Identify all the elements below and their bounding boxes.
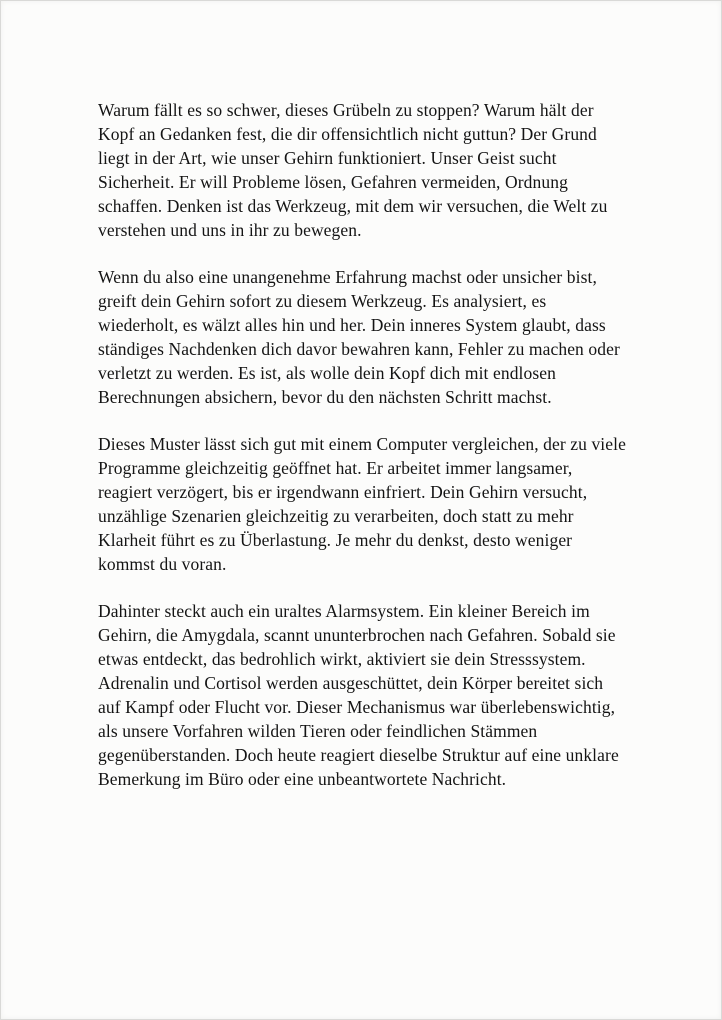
paragraph-2: Wenn du also eine unangenehme Erfahrung machst oder unsicher bist, greift dein Gehirn sofort zu diesem Werkzeug. Es analysiert, es wiederholt, es wälzt alles hin und her. Dein inneres System glaubt, dass ständiges Nachdenken dich davor bewahren kann, Fehler zu machen oder verletzt zu werden. Es ist, als wolle dein Kopf dich mit endlosen Berechnungen absichern, bevor du den nächsten Schritt machst. <box>98 267 620 407</box>
text-block <box>98 98 630 791</box>
paragraph-3: Dieses Muster lässt sich gut mit einem Computer vergleichen, der zu viele Programme gleichzeitig geöffnet hat. Er arbeitet immer langsamer, reagiert verzögert, bis er irgendwann einfriert. Dein Gehirn versucht, unzählige Szenarien gleichzeitig zu verarbeiten, doch statt zu mehr Klarheit führt es zu Überlastung. Je mehr du denkst, desto weniger kommst du voran. <box>98 434 626 574</box>
paragraph-1: Warum fällt es so schwer, dieses Grübeln zu stoppen? Warum hält der Kopf an Gedanken fest, die dir offensichtlich nicht guttun? Der Grund liegt in der Art, wie unser Gehirn funktioniert. Unser Geist sucht Sicherheit. Er will Probleme lösen, Gefahren vermeiden, Ordnung schaffen. Denken ist das Werkzeug, mit dem wir versuchen, die Welt zu verstehen und uns in ihr zu bewegen. <box>98 100 608 240</box>
paragraph-4: Dahinter steckt auch ein uraltes Alarmsystem. Ein kleiner Bereich im Gehirn, die Amygdala, scannt ununterbrochen nach Gefahren. Sobald sie etwas entdeckt, das bedrohlich wirkt, aktiviert sie dein Stresssystem. Adrenalin und Cortisol werden ausgeschüttet, dein Körper bereitet sich auf Kampf oder Flucht vor. Dieser Mechanismus war überlebenswichtig, als unsere Vorfahren wilden Tieren oder feindlichen Stämmen gegenüberstanden. Doch heute reagiert dieselbe Struktur auf eine unklare Bemerkung im Büro oder eine unbeantwortete Nachricht. <box>98 601 619 789</box>
